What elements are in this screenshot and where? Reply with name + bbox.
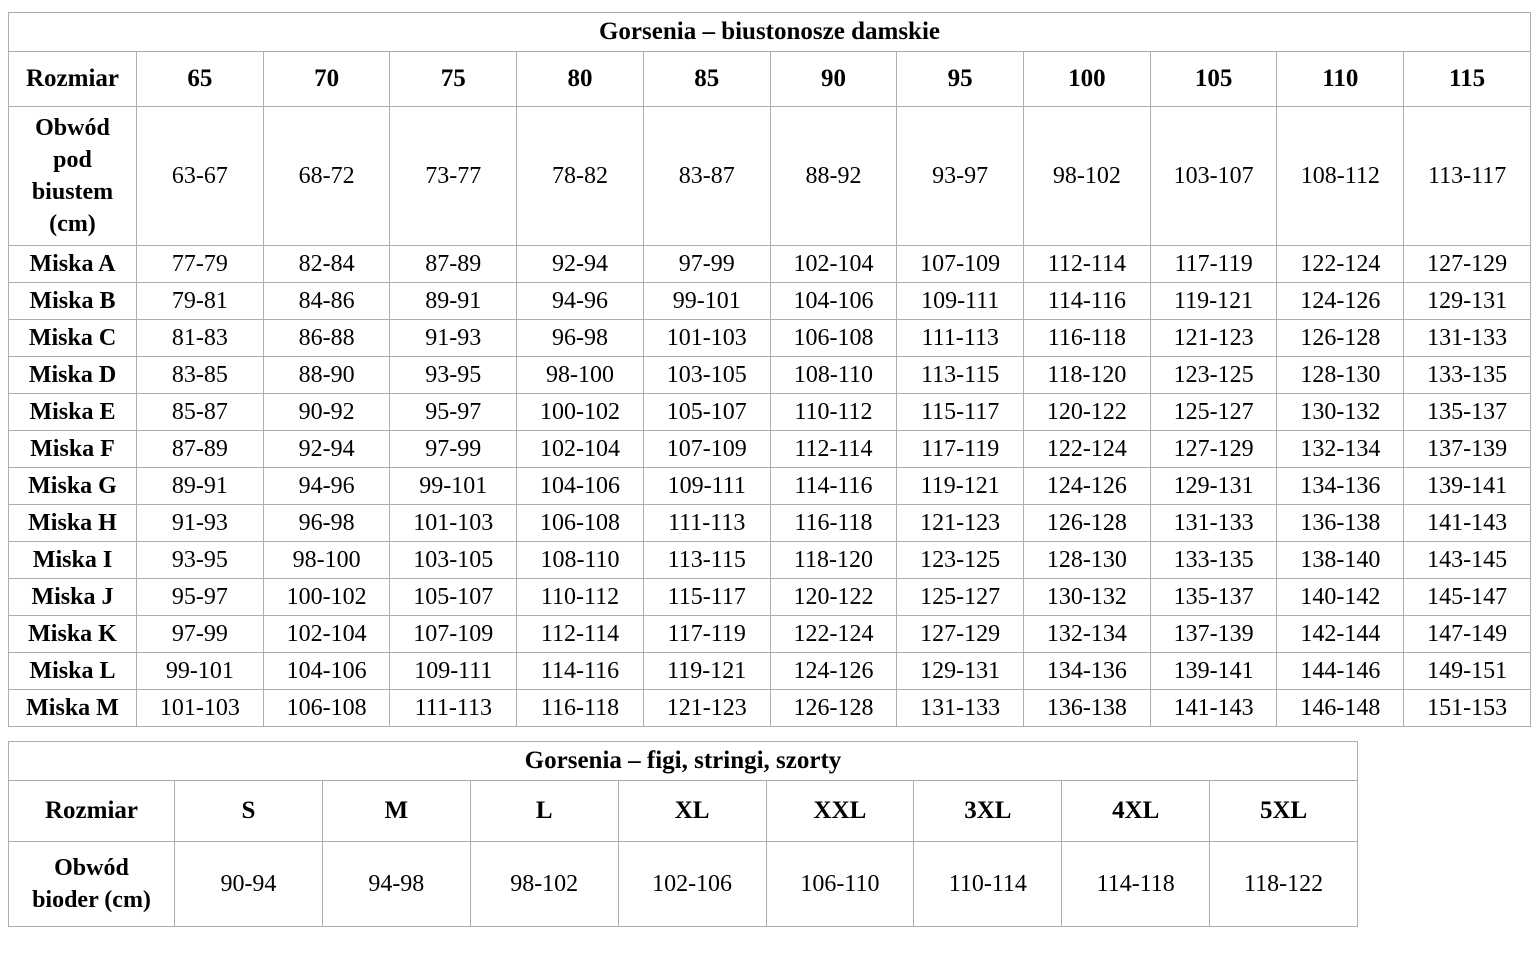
cup-range-cell: 98-100	[517, 357, 644, 394]
cup-range-cell: 96-98	[263, 505, 390, 542]
cup-range-cell: 110-112	[517, 579, 644, 616]
cup-range-cell: 85-87	[137, 394, 264, 431]
bra-underbust-cell: 88-92	[770, 107, 897, 246]
bra-table-title: Gorsenia – biustonosze damskie	[9, 13, 1531, 52]
cup-range-cell: 107-109	[643, 431, 770, 468]
cup-range-cell: 102-104	[517, 431, 644, 468]
bra-underbust-cell: 103-107	[1150, 107, 1277, 246]
bra-size-header-cell: 75	[390, 52, 517, 107]
cup-range-cell: 112-114	[1024, 246, 1151, 283]
cup-range-cell: 113-115	[643, 542, 770, 579]
cup-range-cell: 146-148	[1277, 690, 1404, 727]
cup-range-cell: 104-106	[263, 653, 390, 690]
cup-range-cell: 114-116	[517, 653, 644, 690]
cup-range-cell: 91-93	[137, 505, 264, 542]
cup-range-cell: 119-121	[897, 468, 1024, 505]
panties-table-title: Gorsenia – figi, stringi, szorty	[9, 742, 1358, 781]
cup-range-cell: 117-119	[1150, 246, 1277, 283]
cup-row	[9, 394, 1531, 431]
panties-size-header-cell: 3XL	[914, 781, 1062, 842]
bra-size-header-cell: 115	[1404, 52, 1531, 107]
cup-range-cell: 92-94	[263, 431, 390, 468]
cup-range-cell: 136-138	[1024, 690, 1151, 727]
cup-row-label: Miska F	[9, 431, 137, 468]
cup-range-cell: 90-92	[263, 394, 390, 431]
cup-row	[9, 283, 1531, 320]
cup-range-cell: 109-111	[390, 653, 517, 690]
panties-hips-row	[9, 842, 1358, 927]
cup-range-cell: 87-89	[137, 431, 264, 468]
cup-row-label: Miska H	[9, 505, 137, 542]
cup-range-cell: 118-120	[770, 542, 897, 579]
panties-hips-cell: 118-122	[1210, 842, 1358, 927]
bra-size-header-cell: 110	[1277, 52, 1404, 107]
bra-underbust-cell: 83-87	[643, 107, 770, 246]
cup-range-cell: 113-115	[897, 357, 1024, 394]
cup-row-label: Miska C	[9, 320, 137, 357]
cup-range-cell: 131-133	[1404, 320, 1531, 357]
cup-range-cell: 109-111	[897, 283, 1024, 320]
cup-range-cell: 139-141	[1404, 468, 1531, 505]
cup-row-label: Miska J	[9, 579, 137, 616]
cup-range-cell: 132-134	[1277, 431, 1404, 468]
cup-range-cell: 106-108	[770, 320, 897, 357]
cup-row-label: Miska B	[9, 283, 137, 320]
cup-range-cell: 133-135	[1404, 357, 1531, 394]
panties-size-header-cell: S	[175, 781, 323, 842]
cup-range-cell: 120-122	[770, 579, 897, 616]
cup-range-cell: 111-113	[390, 690, 517, 727]
cup-range-cell: 92-94	[517, 246, 644, 283]
cup-range-cell: 104-106	[517, 468, 644, 505]
cup-range-cell: 100-102	[263, 579, 390, 616]
cup-row	[9, 690, 1531, 727]
cup-range-cell: 103-105	[390, 542, 517, 579]
cup-row-label: Miska G	[9, 468, 137, 505]
cup-range-cell: 119-121	[643, 653, 770, 690]
cup-range-cell: 126-128	[1277, 320, 1404, 357]
cup-range-cell: 134-136	[1277, 468, 1404, 505]
cup-range-cell: 135-137	[1404, 394, 1531, 431]
bra-size-table	[8, 12, 1531, 727]
cup-range-cell: 103-105	[643, 357, 770, 394]
cup-range-cell: 138-140	[1277, 542, 1404, 579]
panties-size-table	[8, 741, 1358, 927]
cup-range-cell: 131-133	[897, 690, 1024, 727]
panties-size-header-cell: L	[470, 781, 618, 842]
cup-range-cell: 125-127	[1150, 394, 1277, 431]
cup-range-cell: 99-101	[390, 468, 517, 505]
cup-range-cell: 147-149	[1404, 616, 1531, 653]
cup-range-cell: 151-153	[1404, 690, 1531, 727]
cup-range-cell: 109-111	[643, 468, 770, 505]
cup-row	[9, 579, 1531, 616]
bra-underbust-row	[9, 107, 1531, 246]
cup-range-cell: 135-137	[1150, 579, 1277, 616]
cup-range-cell: 110-112	[770, 394, 897, 431]
cup-range-cell: 95-97	[390, 394, 517, 431]
cup-range-cell: 116-118	[770, 505, 897, 542]
cup-range-cell: 126-128	[1024, 505, 1151, 542]
cup-range-cell: 121-123	[643, 690, 770, 727]
panties-size-header-cell: XXL	[766, 781, 914, 842]
cup-range-cell: 122-124	[1277, 246, 1404, 283]
cup-range-cell: 129-131	[897, 653, 1024, 690]
cup-range-cell: 86-88	[263, 320, 390, 357]
cup-row	[9, 431, 1531, 468]
cup-range-cell: 97-99	[643, 246, 770, 283]
cup-range-cell: 132-134	[1024, 616, 1151, 653]
cup-range-cell: 130-132	[1277, 394, 1404, 431]
cup-range-cell: 142-144	[1277, 616, 1404, 653]
cup-range-cell: 82-84	[263, 246, 390, 283]
cup-row	[9, 320, 1531, 357]
cup-range-cell: 98-100	[263, 542, 390, 579]
panties-hips-cell: 114-118	[1062, 842, 1210, 927]
bra-underbust-cell: 108-112	[1277, 107, 1404, 246]
cup-range-cell: 88-90	[263, 357, 390, 394]
bra-header-row	[9, 52, 1531, 107]
cup-range-cell: 77-79	[137, 246, 264, 283]
cup-range-cell: 87-89	[390, 246, 517, 283]
cup-range-cell: 143-145	[1404, 542, 1531, 579]
panties-hips-label: Obwód bioder (cm)	[9, 842, 175, 927]
cup-range-cell: 127-129	[1404, 246, 1531, 283]
cup-row-label: Miska L	[9, 653, 137, 690]
cup-row	[9, 505, 1531, 542]
bra-size-row-label: Rozmiar	[9, 52, 137, 107]
cup-range-cell: 126-128	[770, 690, 897, 727]
bra-size-header-cell: 100	[1024, 52, 1151, 107]
cup-range-cell: 116-118	[517, 690, 644, 727]
cup-range-cell: 91-93	[390, 320, 517, 357]
cup-range-cell: 121-123	[897, 505, 1024, 542]
bra-underbust-cell: 113-117	[1404, 107, 1531, 246]
cup-range-cell: 125-127	[897, 579, 1024, 616]
bra-size-header-cell: 90	[770, 52, 897, 107]
cup-range-cell: 97-99	[137, 616, 264, 653]
panties-size-row-label: Rozmiar	[9, 781, 175, 842]
cup-range-cell: 140-142	[1277, 579, 1404, 616]
cup-range-cell: 112-114	[770, 431, 897, 468]
bra-size-header-cell: 80	[517, 52, 644, 107]
bra-underbust-cell: 78-82	[517, 107, 644, 246]
cup-range-cell: 79-81	[137, 283, 264, 320]
cup-range-cell: 93-95	[137, 542, 264, 579]
cup-range-cell: 121-123	[1150, 320, 1277, 357]
cup-range-cell: 108-110	[770, 357, 897, 394]
bra-size-header-cell: 95	[897, 52, 1024, 107]
cup-range-cell: 122-124	[1024, 431, 1151, 468]
cup-range-cell: 115-117	[897, 394, 1024, 431]
cup-range-cell: 104-106	[770, 283, 897, 320]
cup-range-cell: 120-122	[1024, 394, 1151, 431]
cup-range-cell: 115-117	[643, 579, 770, 616]
cup-range-cell: 114-116	[770, 468, 897, 505]
cup-range-cell: 127-129	[1150, 431, 1277, 468]
cup-range-cell: 141-143	[1150, 690, 1277, 727]
bra-underbust-cell: 93-97	[897, 107, 1024, 246]
panties-size-header-cell: 4XL	[1062, 781, 1210, 842]
cup-range-cell: 129-131	[1404, 283, 1531, 320]
panties-size-header-cell: 5XL	[1210, 781, 1358, 842]
cup-row-label: Miska K	[9, 616, 137, 653]
cup-range-cell: 122-124	[770, 616, 897, 653]
cup-range-cell: 89-91	[137, 468, 264, 505]
cup-range-cell: 94-96	[263, 468, 390, 505]
cup-range-cell: 137-139	[1150, 616, 1277, 653]
cup-range-cell: 89-91	[390, 283, 517, 320]
panties-title-row	[9, 742, 1358, 781]
bra-size-header-cell: 70	[263, 52, 390, 107]
bra-size-header-cell: 65	[137, 52, 264, 107]
cup-range-cell: 107-109	[897, 246, 1024, 283]
cup-range-cell: 127-129	[897, 616, 1024, 653]
cup-range-cell: 107-109	[390, 616, 517, 653]
cup-range-cell: 134-136	[1024, 653, 1151, 690]
cup-range-cell: 124-126	[770, 653, 897, 690]
bra-underbust-label: Obwód pod biustem (cm)	[9, 107, 137, 246]
cup-range-cell: 123-125	[1150, 357, 1277, 394]
cup-range-cell: 105-107	[643, 394, 770, 431]
cup-row	[9, 246, 1531, 283]
cup-range-cell: 128-130	[1024, 542, 1151, 579]
cup-range-cell: 93-95	[390, 357, 517, 394]
cup-range-cell: 139-141	[1150, 653, 1277, 690]
panties-hips-cell: 102-106	[618, 842, 766, 927]
panties-size-header-cell: XL	[618, 781, 766, 842]
panties-hips-cell: 90-94	[175, 842, 323, 927]
bra-underbust-cell: 63-67	[137, 107, 264, 246]
cup-range-cell: 95-97	[137, 579, 264, 616]
cup-range-cell: 106-108	[517, 505, 644, 542]
cup-range-cell: 136-138	[1277, 505, 1404, 542]
cup-range-cell: 96-98	[517, 320, 644, 357]
cup-range-cell: 129-131	[1150, 468, 1277, 505]
cup-range-cell: 117-119	[643, 616, 770, 653]
cup-range-cell: 149-151	[1404, 653, 1531, 690]
cup-range-cell: 111-113	[643, 505, 770, 542]
cup-range-cell: 128-130	[1277, 357, 1404, 394]
bra-underbust-cell: 98-102	[1024, 107, 1151, 246]
cup-range-cell: 119-121	[1150, 283, 1277, 320]
cup-range-cell: 131-133	[1150, 505, 1277, 542]
cup-row-label: Miska D	[9, 357, 137, 394]
cup-row-label: Miska E	[9, 394, 137, 431]
panties-hips-cell: 110-114	[914, 842, 1062, 927]
panties-size-header-cell: M	[322, 781, 470, 842]
cup-range-cell: 116-118	[1024, 320, 1151, 357]
cup-row-label: Miska A	[9, 246, 137, 283]
cup-range-cell: 123-125	[897, 542, 1024, 579]
bra-underbust-cell: 68-72	[263, 107, 390, 246]
cup-range-cell: 101-103	[390, 505, 517, 542]
cup-range-cell: 101-103	[137, 690, 264, 727]
cup-range-cell: 133-135	[1150, 542, 1277, 579]
cup-range-cell: 83-85	[137, 357, 264, 394]
cup-range-cell: 118-120	[1024, 357, 1151, 394]
cup-range-cell: 99-101	[643, 283, 770, 320]
cup-range-cell: 144-146	[1277, 653, 1404, 690]
cup-range-cell: 145-147	[1404, 579, 1531, 616]
cup-range-cell: 112-114	[517, 616, 644, 653]
bra-size-header-cell: 85	[643, 52, 770, 107]
cup-range-cell: 102-104	[263, 616, 390, 653]
bra-title-row	[9, 13, 1531, 52]
cup-range-cell: 84-86	[263, 283, 390, 320]
cup-range-cell: 114-116	[1024, 283, 1151, 320]
cup-range-cell: 101-103	[643, 320, 770, 357]
panties-hips-cell: 98-102	[470, 842, 618, 927]
cup-range-cell: 97-99	[390, 431, 517, 468]
panties-hips-cell: 106-110	[766, 842, 914, 927]
cup-range-cell: 106-108	[263, 690, 390, 727]
bra-size-header-cell: 105	[1150, 52, 1277, 107]
cup-range-cell: 111-113	[897, 320, 1024, 357]
cup-range-cell: 137-139	[1404, 431, 1531, 468]
cup-range-cell: 141-143	[1404, 505, 1531, 542]
bra-underbust-cell: 73-77	[390, 107, 517, 246]
cup-range-cell: 124-126	[1024, 468, 1151, 505]
cup-row	[9, 616, 1531, 653]
cup-range-cell: 102-104	[770, 246, 897, 283]
cup-row	[9, 468, 1531, 505]
cup-row	[9, 653, 1531, 690]
cup-row-label: Miska I	[9, 542, 137, 579]
cup-range-cell: 108-110	[517, 542, 644, 579]
cup-range-cell: 124-126	[1277, 283, 1404, 320]
cup-range-cell: 130-132	[1024, 579, 1151, 616]
panties-hips-cell: 94-98	[322, 842, 470, 927]
cup-row-label: Miska M	[9, 690, 137, 727]
cup-row	[9, 357, 1531, 394]
cup-range-cell: 99-101	[137, 653, 264, 690]
cup-range-cell: 81-83	[137, 320, 264, 357]
cup-row	[9, 542, 1531, 579]
panties-header-row	[9, 781, 1358, 842]
cup-range-cell: 100-102	[517, 394, 644, 431]
cup-range-cell: 105-107	[390, 579, 517, 616]
cup-range-cell: 94-96	[517, 283, 644, 320]
cup-range-cell: 117-119	[897, 431, 1024, 468]
